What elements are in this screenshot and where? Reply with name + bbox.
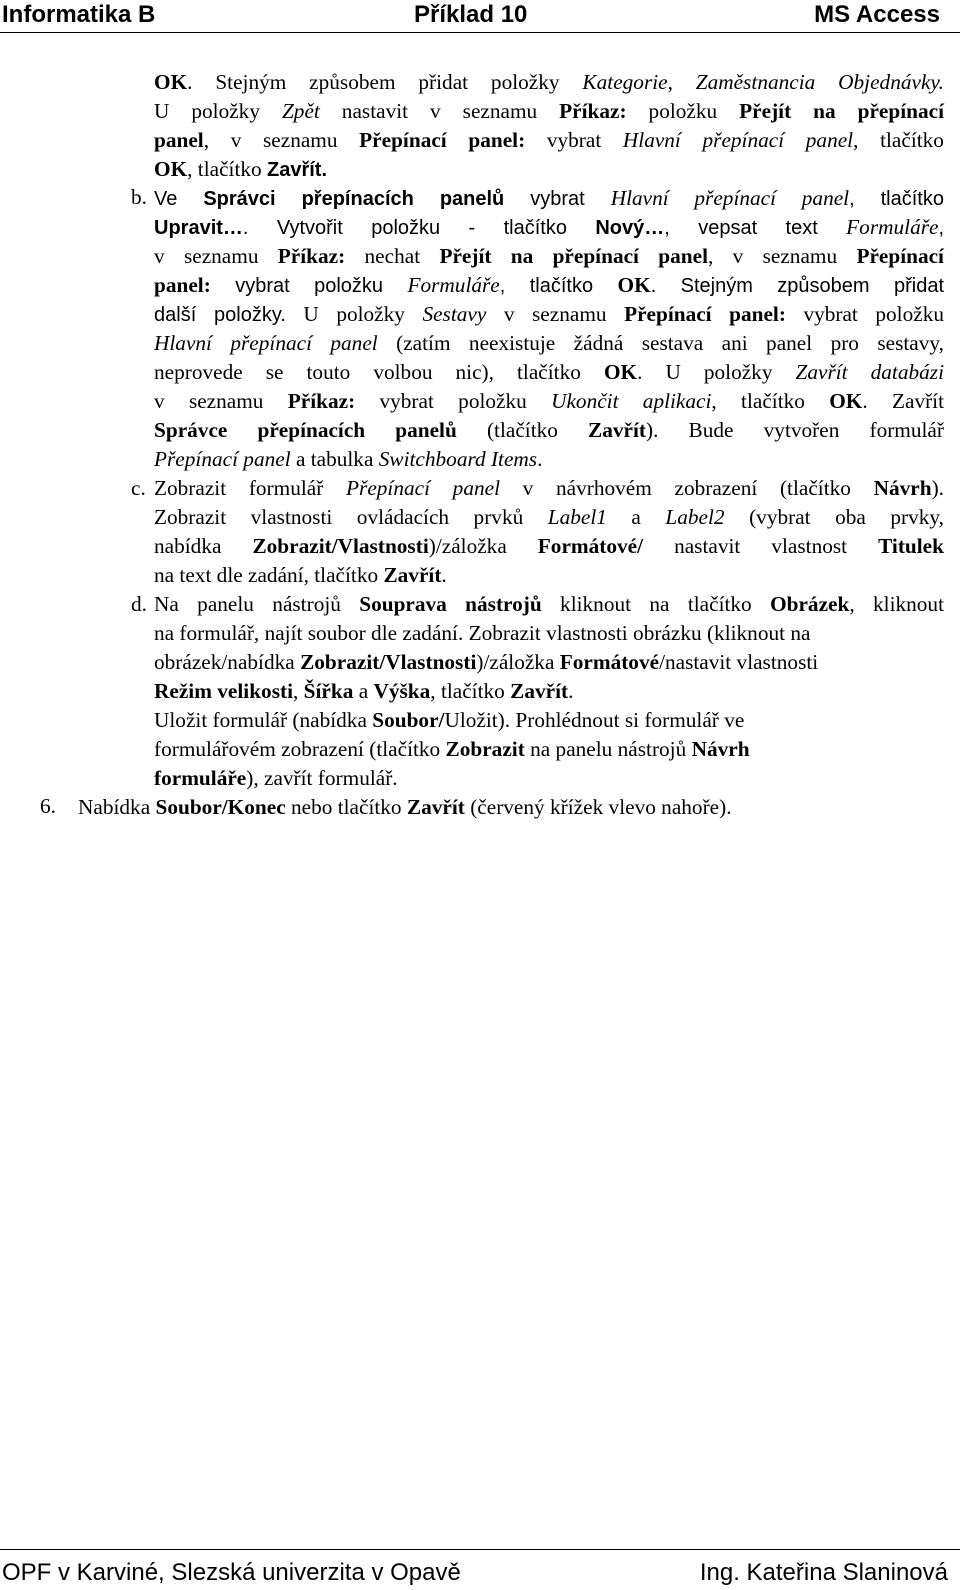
text-line [154,590,944,619]
text-run: na panelu nástrojů [524,737,692,761]
text-line [154,329,944,358]
text-line [154,445,944,474]
text-run: vybrat [504,188,611,210]
text-run: Obrázek [770,592,850,616]
text-run: Hlavní přepínací panel [610,186,850,210]
text-run: )/záložka [428,534,538,558]
text-line [154,416,944,445]
text-run: , [667,70,696,94]
text-run: OK [829,389,863,413]
page-footer [0,1549,960,1590]
text-run: a [606,505,666,529]
text-run: OK [154,157,188,181]
text-run: , tlačítko [430,679,511,703]
text-run: formulářovém zobrazení (tlačítko [154,737,446,761]
text-run: /nastavit vlastnosti [659,650,819,674]
text-line [154,271,944,301]
text-run: . U položky [637,360,796,384]
page-header [0,0,960,33]
text-run: Přepínací [856,244,944,268]
text-run: . Stejným způsobem přidat položky [187,70,583,94]
text-run: Label2 [665,505,725,529]
footer-institution: OPF v Karviné, Slezská univerzita v Opavě [2,1559,461,1586]
text-line [154,735,944,764]
list-marker-d: d. [131,592,147,616]
text-run: nechat [345,244,440,268]
text-run: panel: [154,273,211,297]
text-line [154,619,944,648]
text-line [154,648,944,677]
text-run: , vepsat text [664,217,847,239]
text-line [154,97,944,126]
text-run: U položky [285,302,423,326]
text-run: Zavřít. [266,159,328,181]
text-run: , [293,679,304,703]
footer-author: Ing. Kateřina Slaninová [699,1559,948,1586]
text-run: OK [603,360,638,384]
text-run: , [938,217,945,239]
text-line [154,126,944,155]
text-run: nabídka [154,534,253,558]
text-run: Příkaz: [559,99,627,123]
text-run: na text dle zadání, tlačítko [154,563,384,587]
text-run: Formuláře [846,215,939,239]
text-run: Přepínací panel: [624,302,786,326]
text-run: v seznamu [486,302,625,326]
text-run: Správce přepínacích panelů [154,418,457,442]
text-run: nastavit vlastnost [643,534,879,558]
text-run: Zobrazit/Vlastnosti [252,534,429,558]
list-marker-6: 6. [40,794,56,818]
text-run: . [441,563,447,587]
text-run: Switchboard Items [378,447,538,471]
text-line [154,242,944,271]
text-run: Výška [373,679,431,703]
text-line [154,503,944,532]
header-topic: MS Access [814,1,940,28]
text-run: a tabulka [290,447,379,471]
text-line [154,184,944,214]
text-run: ). [931,476,944,500]
text-run: vybrat položku [210,275,408,297]
text-run: kliknout na tlačítko [541,592,771,616]
text-run: neprovede se touto volbou nic), tlačítko [154,360,604,384]
text-line [154,764,944,793]
text-run: v seznamu [154,389,288,413]
text-run: . Vytvořit položku - tlačítko [242,217,596,239]
text-run: Zavřít [588,418,647,442]
text-run: , v seznamu [203,128,360,152]
text-run: . [568,679,574,703]
text-run: )/záložka [476,650,560,674]
text-run: Režim velikosti [154,679,293,703]
text-run: vybrat položku [785,302,944,326]
text-run: vybrat [525,128,623,152]
text-run: na formulář, najít soubor dle zadání. Zobrazit vlastnosti obrázku (kliknout na [154,621,811,645]
text-run: (zatím neexistuje žádná sestava ani panel pro sestavy, [377,331,944,355]
text-line [154,155,944,185]
text-run: (tlačítko [456,418,589,442]
text-run: panel [154,128,204,152]
text-run: Hlavní přepínací panel [622,128,854,152]
text-run: Zavřít [383,563,442,587]
text-line [154,532,944,561]
text-run: (vybrat oba prvky, [724,505,944,529]
text-line [78,793,938,822]
text-run: Zobrazit vlastnosti ovládacích prvků [154,505,548,529]
text-run: Ve [154,188,204,210]
text-run: Přepínací panel [346,476,500,500]
text-run: Hlavní přepínací panel [154,331,378,355]
text-run: ), zavřít formulář. [246,766,398,790]
text-run: Zobrazit formulář [154,476,347,500]
text-run: , kliknout [849,592,944,616]
text-run: , tlačítko [711,389,830,413]
text-run: Formátové [559,650,660,674]
text-run: OK [617,273,651,297]
text-run: Přejít na přepínací panel [439,244,708,268]
text-run: Zaměstnancia Objednávky. [695,70,945,94]
text-run: nebo tlačítko [285,795,407,819]
header-exercise: Příklad 10 [414,1,528,28]
text-run: , tlačítko [499,275,618,297]
text-run: Uložit formulář (nabídka [154,708,373,732]
text-run: a [353,679,374,703]
text-run: Příkaz: [287,389,356,413]
text-run: Návrh [691,737,750,761]
text-run: U položky [154,99,282,123]
text-run: , tlačítko [187,157,267,181]
text-run: . Zavřít [862,389,945,413]
text-run: Správci přepínacích panelů [203,188,505,210]
header-course: Informatika B [2,1,156,28]
text-run: Nabídka [78,795,156,819]
text-run: Zobrazit [445,737,525,761]
text-run: ). Bude vytvořen formulář [646,418,944,442]
text-run: nastavit v seznamu [319,99,560,123]
text-run: Zavřít [510,679,569,703]
text-line [154,300,944,330]
text-run: Zobrazit/Vlastnosti [300,650,477,674]
text-line [154,358,944,387]
text-run: Zavřít [406,795,465,819]
text-run: Uložit). Prohlédnout si formulář ve [444,708,745,732]
text-run: obrázek/nabídka [154,650,301,674]
text-run: v seznamu [154,244,278,268]
text-run: , tlačítko [849,188,944,210]
text-run: Na panelu nástrojů [154,592,360,616]
text-run: Sestavy [422,302,487,326]
text-run: Nový… [595,217,665,239]
text-run: Příkaz: [277,244,346,268]
text-run: Titulek [878,534,944,558]
text-run: Souprava nástrojů [359,592,542,616]
text-run: . [537,447,543,471]
text-run: Soubor/ [372,708,445,732]
text-run: Formuláře [407,273,500,297]
text-run: vybrat položku [355,389,552,413]
text-line [154,706,944,735]
text-run: , tlačítko [853,128,944,152]
text-line [154,474,944,503]
text-run: Ukončit aplikaci [551,389,712,413]
text-run: Zpět [281,99,320,123]
text-line [154,677,944,706]
text-run: Zavřít databázi [795,360,945,384]
text-run: Formátové/ [537,534,644,558]
list-marker-c: c. [131,476,146,500]
text-run: Label1 [547,505,607,529]
text-line [154,68,944,97]
text-line [154,561,944,590]
text-run: Kategorie [582,70,668,94]
text-line [154,213,944,243]
text-run: formuláře [154,766,247,790]
text-run: , v seznamu [707,244,857,268]
text-run: OK [154,70,188,94]
text-run: Návrh [873,476,932,500]
text-run: položku [626,99,740,123]
list-marker-b: b. [131,185,147,209]
text-line [154,387,944,416]
text-run: Soubor/Konec [155,795,286,819]
text-run: další položky. [154,304,286,326]
text-run: Přepínací panel: [359,128,526,152]
text-run: Přejít na přepínací [739,99,944,123]
text-run: v návrhovém zobrazení (tlačítko [500,476,874,500]
text-run: . Stejným způsobem přidat [650,275,944,297]
text-run: Šířka [303,679,354,703]
text-run: Přepínací panel [154,447,291,471]
text-run: Upravit… [154,217,243,239]
text-run: (červený křížek vlevo nahoře). [464,795,732,819]
